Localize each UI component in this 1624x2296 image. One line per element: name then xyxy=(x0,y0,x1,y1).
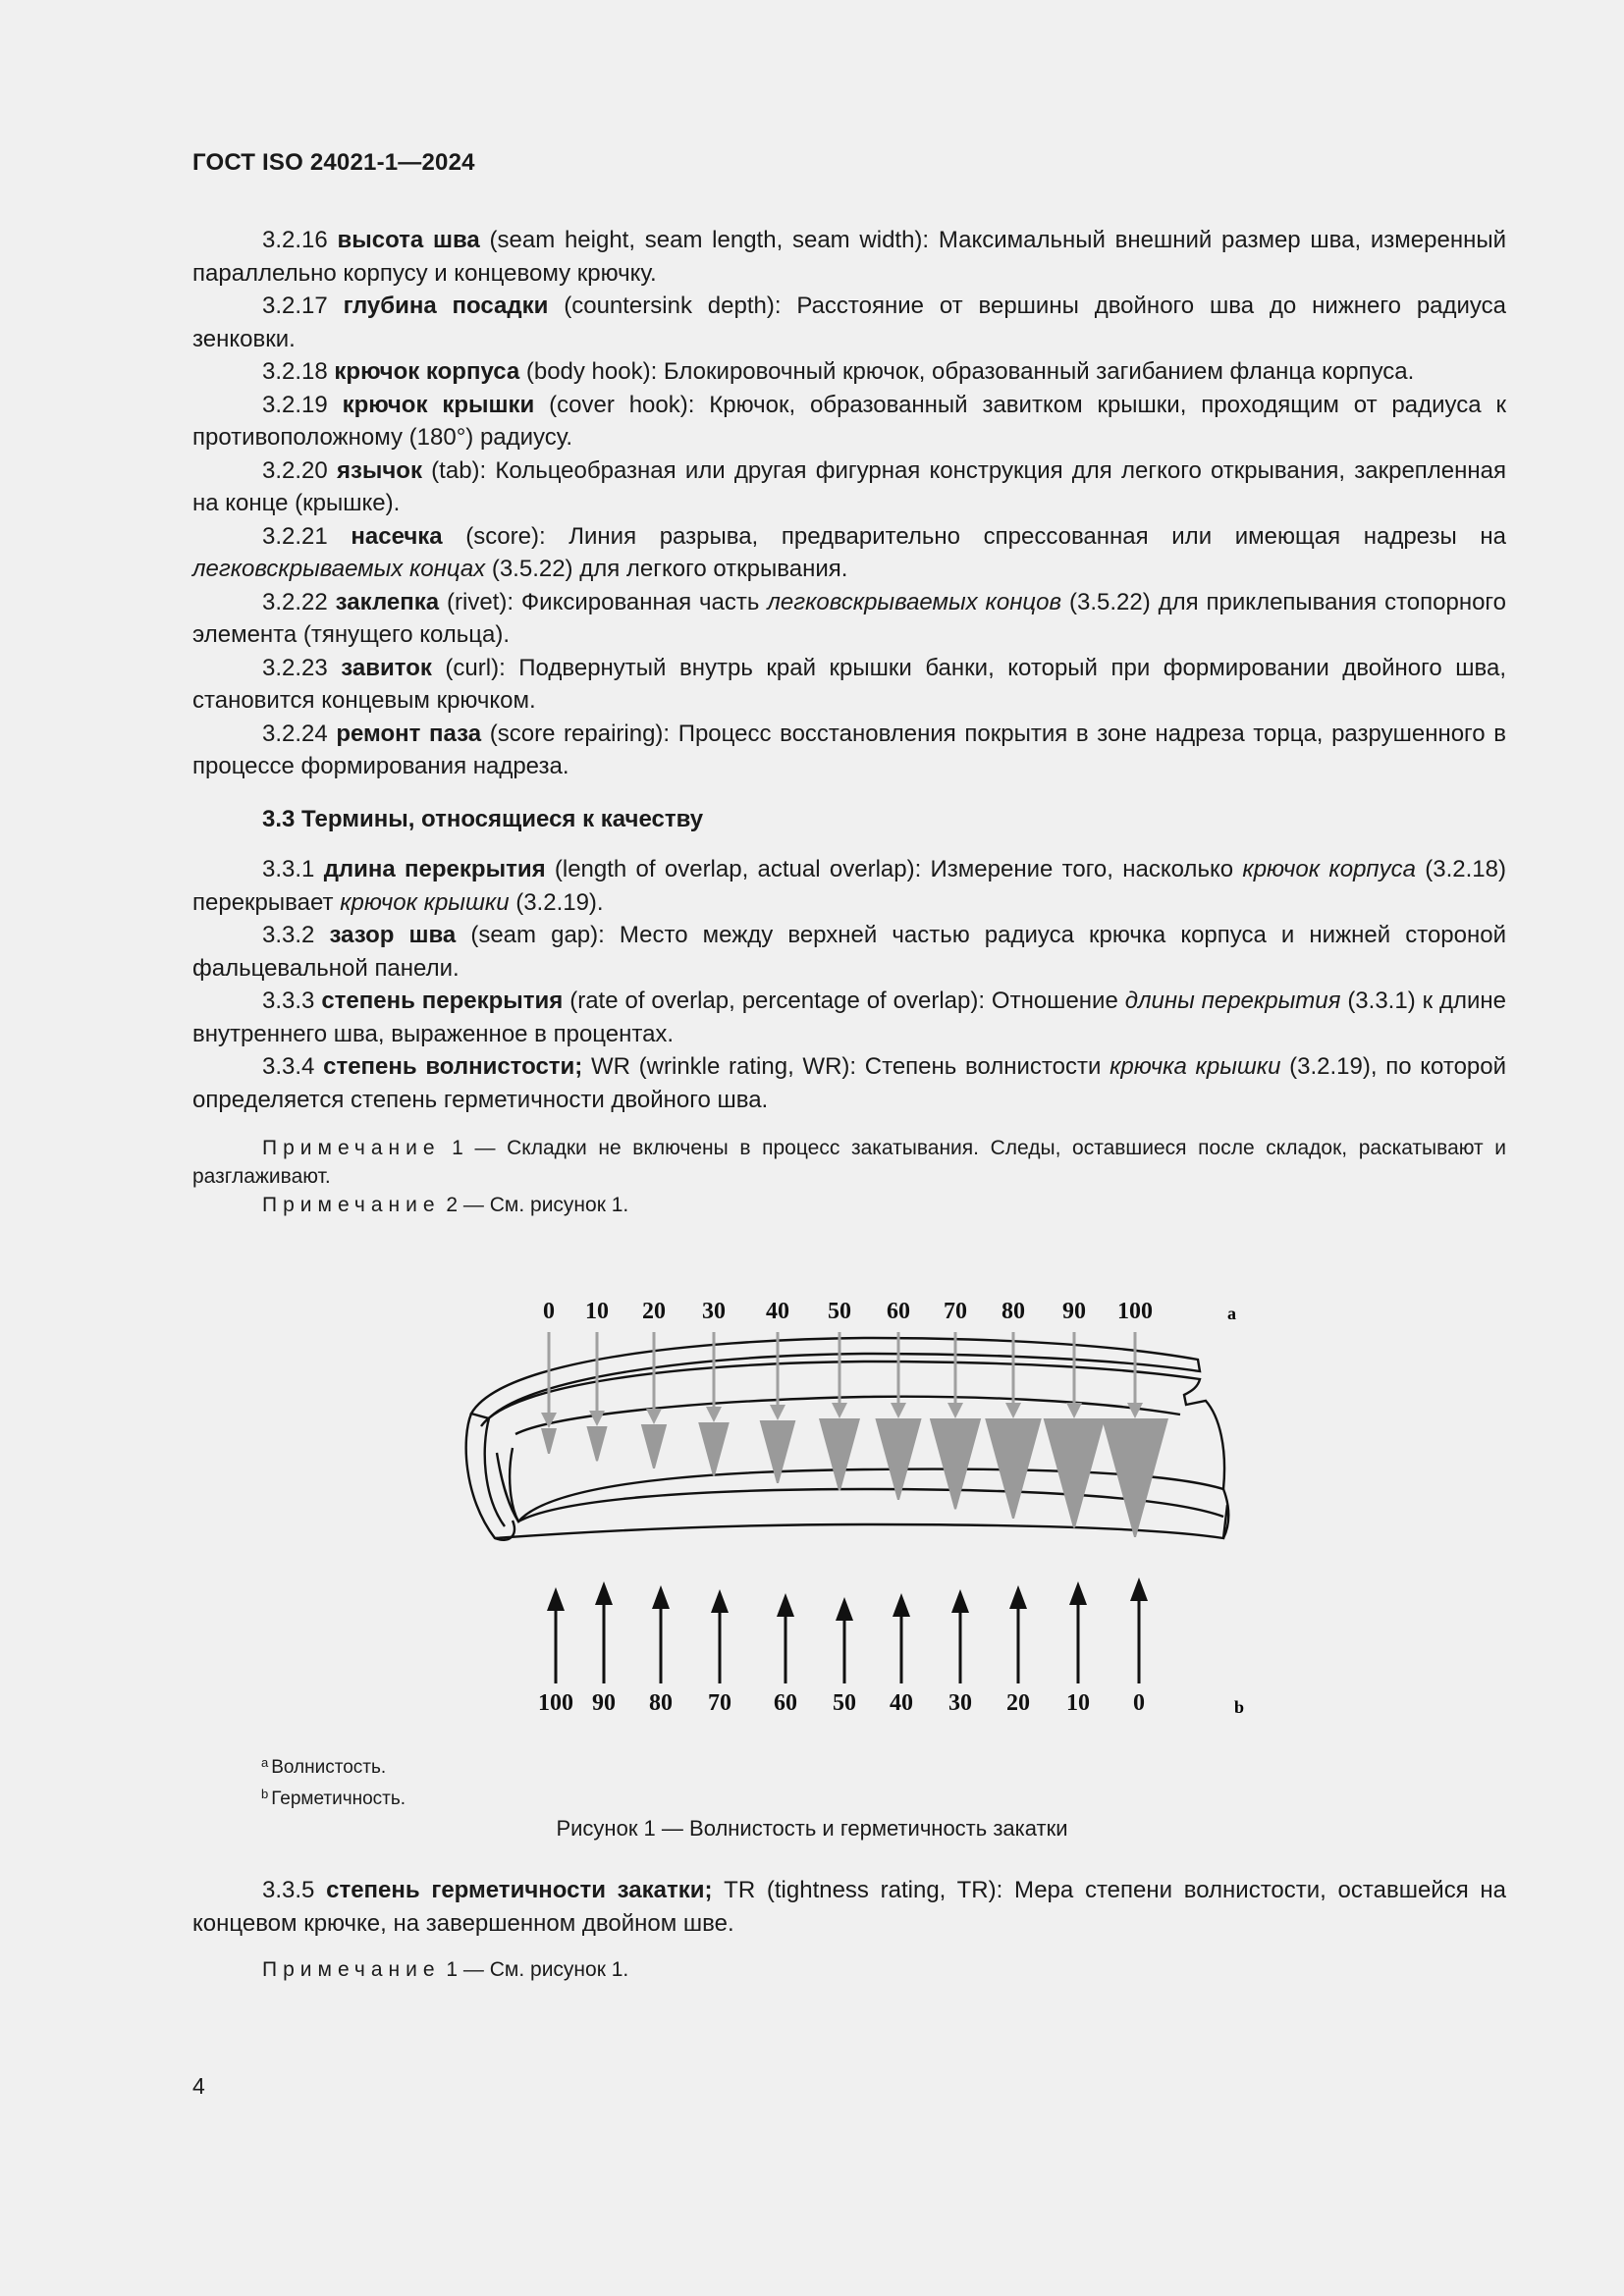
page-number: 4 xyxy=(192,2073,205,2099)
tightness-arrow-head xyxy=(836,1597,853,1621)
figure-1 xyxy=(442,1281,1267,1733)
wrinkle-scale-label: 80 xyxy=(1001,1299,1025,1324)
wrinkle-scale-label: 20 xyxy=(642,1299,666,1324)
tightness-scale-label: 0 xyxy=(1133,1690,1145,1716)
term-3-3-4: 3.3.4 степень волнистости; WR (wrinkle rating, WR): Степень волнистости крючка крышки (3.2.19), по которой определяется степень герметичности двойного шва. xyxy=(192,1053,1507,1113)
tightness-arrow-head xyxy=(893,1593,910,1617)
note-3-3-5-block xyxy=(192,1955,1506,1984)
tightness-scale-label: 10 xyxy=(1066,1690,1090,1716)
tightness-scale-label: 70 xyxy=(708,1690,731,1716)
tightness-scale-label: 60 xyxy=(774,1690,797,1716)
tightness-arrow-head xyxy=(951,1589,969,1613)
wrinkle-scale-label: 0 xyxy=(543,1299,555,1324)
term-3-3-1: 3.3.1 длина перекрытия (length of overlap, actual overlap): Измерение того, насколько крючок корпуса (3.2.18) перекрывает крючок крышки (3.2.19). xyxy=(192,856,1506,916)
tightness-scale-label: 50 xyxy=(833,1690,856,1716)
tightness-arrow-head xyxy=(777,1593,794,1617)
term-3-3-3: 3.3.3 степень перекрытия (rate of overlap, percentage of overlap): Отношение длины перекрытия (3.3.1) к длине внутреннего шва, выраженное в процентах. xyxy=(192,988,1507,1047)
note-3-3-5: Примечание 1 — См. рисунок 1. xyxy=(262,1958,629,1981)
body-text xyxy=(192,224,1506,1219)
wrinkle-scale-label: 90 xyxy=(1062,1299,1086,1324)
term-3-3-5: 3.3.5 степень герметичности закатки; TR (tightness rating, TR): Мера степени волнистости, оставшейся на концевом крючке, на завершенном двойном шве. xyxy=(192,1877,1506,1937)
tightness-marker-b: b xyxy=(1234,1697,1245,1717)
tightness-arrow-head xyxy=(595,1581,613,1605)
tightness-arrows xyxy=(547,1577,1148,1683)
tightness-scale-label: 20 xyxy=(1006,1690,1030,1716)
wrinkle-scale-label: 60 xyxy=(887,1299,910,1324)
term-3-2-24: 3.2.24 ремонт паза (score repairing): Процесс восстановления покрытия в зоне надреза торца, разрушенного в процессе формирования надреза. xyxy=(192,720,1506,779)
term-3-2-18: 3.2.18 крючок корпуса (body hook): Блокировочный крючок, образованный загибанием фланца корпуса. xyxy=(262,358,1415,385)
term-3-2-23: 3.2.23 завиток (curl): Подвернутый внутрь край крышки банки, который при формировании двойного шва, становится концевым крючком. xyxy=(192,654,1507,714)
term-3-2-16: 3.2.16 высота шва (seam height, seam length, seam width): Максимальный внешний размер шва, измеренный параллельно корпусу и концевому крючку. xyxy=(192,227,1507,287)
footnote-a: $^a$ Волнистость. xyxy=(261,1755,387,1778)
wrinkle-scale-label: 50 xyxy=(828,1299,851,1324)
term-3-2-21: 3.2.21 насечка (score): Линия разрыва, предварительно спрессованная или имеющая надрезы на легковскрываемых концах (3.5.22) для легкого открывания. xyxy=(192,522,1506,582)
tightness-arrow-head xyxy=(547,1587,565,1611)
wrinkle-scale xyxy=(543,1299,1153,1324)
note-2: Примечание 2 — См. рисунок 1. xyxy=(262,1194,629,1216)
tightness-scale-label: 40 xyxy=(890,1690,913,1716)
note-1: Примечание 1 — Складки не включены в процесс закатывания. Следы, оставшиеся после складок, раскатывают и разглаживают. xyxy=(192,1137,1506,1188)
term-3-2-20: 3.2.20 язычок (tab): Кольцеобразная или другая фигурная конструкция для легкого открывания, закрепленная на конце (крышке). xyxy=(192,456,1506,516)
term-3-2-22: 3.2.22 заклепка (rivet): Фиксированная часть легковскрываемых концов (3.5.22) для приклепывания стопорного элемента (тянущего кольца). xyxy=(192,588,1507,648)
seam-diagram xyxy=(442,1281,1267,1733)
term-3-2-19: 3.2.19 крючок крышки (cover hook): Крючок, образованный завитком крышки, проходящим от радиуса к противоположному (180°) радиусу. xyxy=(192,391,1506,451)
wrinkle-scale-label: 40 xyxy=(766,1299,789,1324)
tightness-scale-label: 90 xyxy=(592,1690,616,1716)
wrinkle-scale-label: 100 xyxy=(1117,1299,1153,1324)
wrinkle-scale-label: 70 xyxy=(944,1299,967,1324)
term-3-3-2: 3.3.2 зазор шва (seam gap): Место между верхней частью радиуса крючка корпуса и нижней стороной фальцевальной панели. xyxy=(192,922,1506,982)
tightness-arrow-head xyxy=(652,1585,670,1609)
tightness-scale-label: 80 xyxy=(649,1690,673,1716)
figure-caption: Рисунок 1 — Волнистость и герметичность закатки xyxy=(556,1816,1068,1841)
tightness-scale-label: 30 xyxy=(948,1690,972,1716)
tightness-arrow-head xyxy=(1069,1581,1087,1605)
footnote-b: $^b$ Герметичность. xyxy=(261,1787,406,1809)
term-3-3-5-block xyxy=(192,1874,1506,1940)
wrinkle-scale-label: 10 xyxy=(585,1299,609,1324)
figure-footnotes xyxy=(261,1749,406,1812)
tightness-arrow-head xyxy=(1009,1585,1027,1609)
term-3-2-17: 3.2.17 глубина посадки (countersink depth): Расстояние от вершины двойного шва до нижнего радиуса зенковки. xyxy=(192,293,1507,352)
tightness-arrow-head xyxy=(1130,1577,1148,1601)
wrinkle-scale-label: 30 xyxy=(702,1299,726,1324)
wrinkle-marker-a: a xyxy=(1227,1304,1236,1323)
section-title-3-3: 3.3 Термины, относящиеся к качеству xyxy=(262,805,704,832)
tightness-arrow-head xyxy=(711,1589,729,1613)
tightness-scale xyxy=(538,1690,1145,1716)
standard-header: ГОСТ ISO 24021-1—2024 xyxy=(192,149,475,176)
tightness-scale-label: 100 xyxy=(538,1690,573,1716)
